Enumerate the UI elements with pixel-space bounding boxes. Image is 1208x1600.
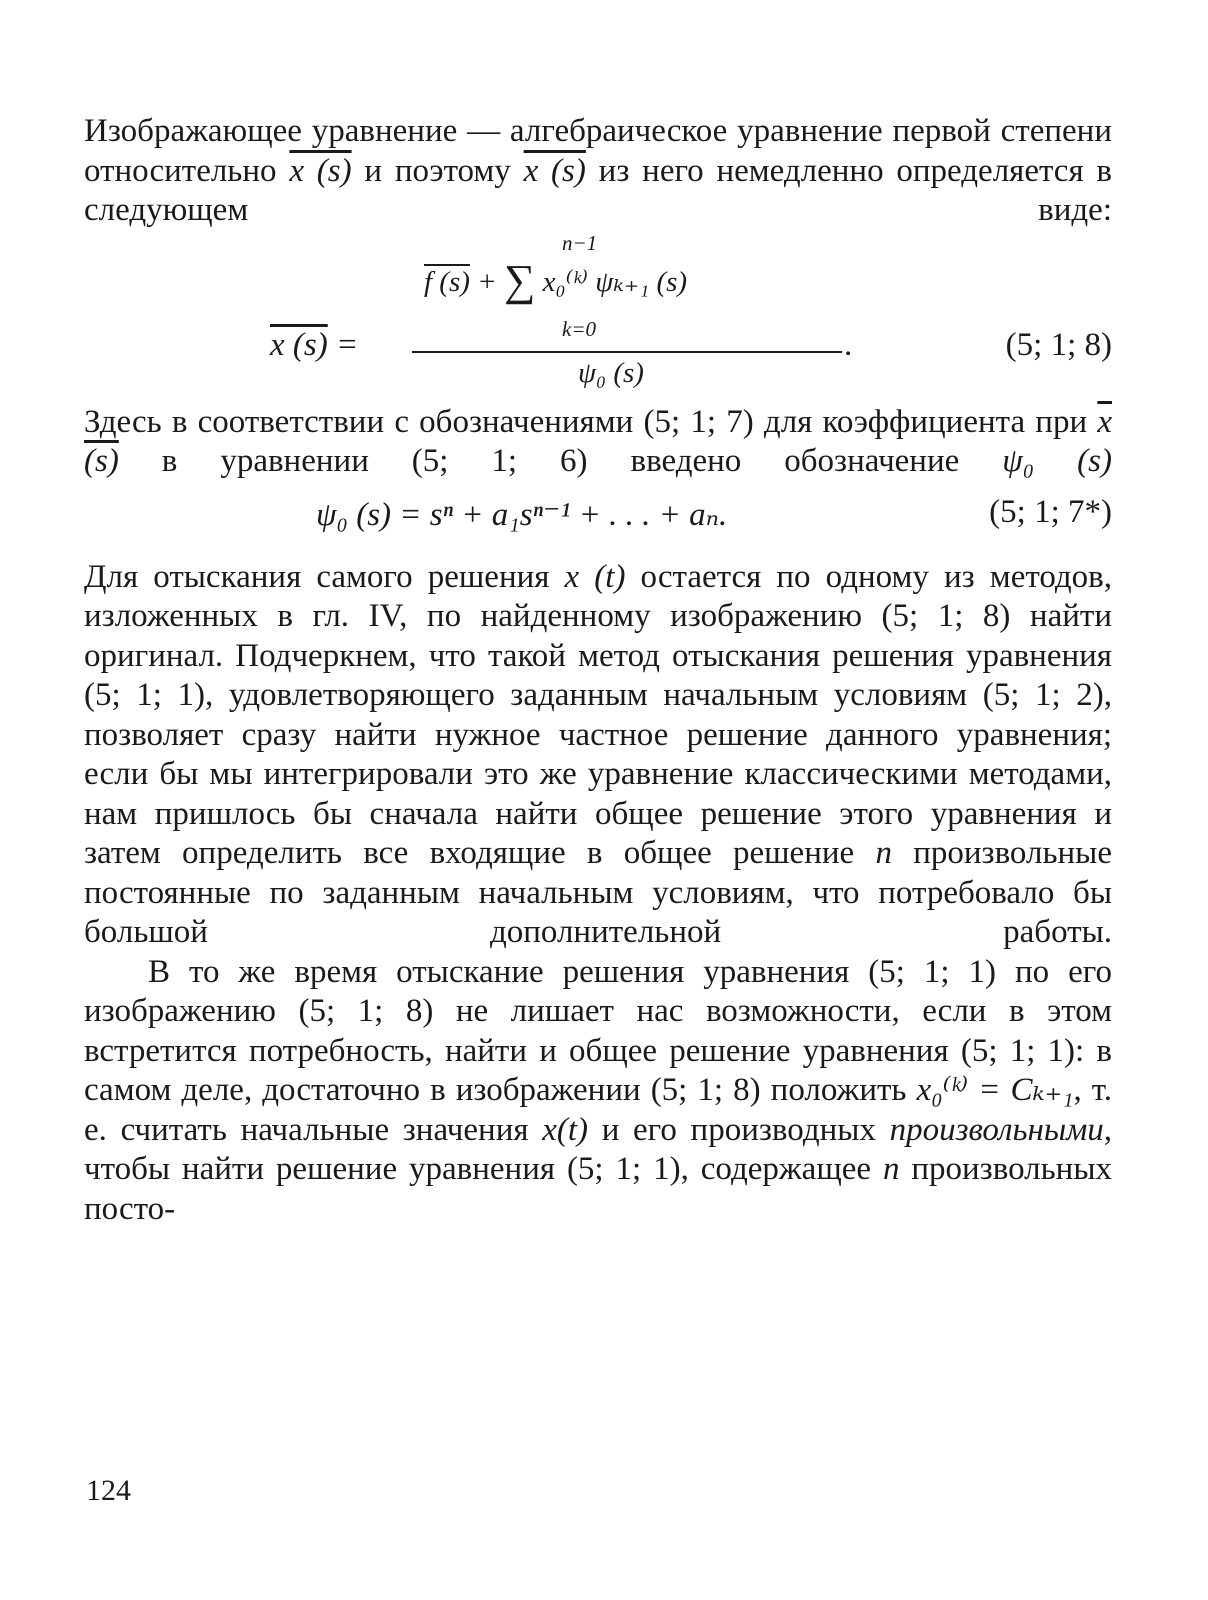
math-x0k-equals-c: x₀⁽ᵏ⁾ = Cₖ₊₁ [916, 1072, 1074, 1108]
math-f-of-s: f (s) [424, 265, 470, 298]
math-psi0-of-s: ψ₀ (s) [1002, 443, 1113, 479]
fraction-lhs: x (s) = [270, 326, 359, 363]
sum-lower-limit: k=0 [562, 316, 596, 341]
math-x-of-s-2: x (s) [523, 152, 586, 189]
fraction-numerator: f (s) + ∑ x₀⁽ᵏ⁾ ψₖ₊₁ (s) [424, 255, 688, 305]
math-x-of-s-lhs: x (s) [270, 326, 328, 363]
p2-text-a: Здесь в соответствии с обозначениями (5; 1; 7) для коэффициента при [84, 403, 1098, 440]
p3-text-c: произвольные постоянные по заданным начальным условиям, что потребовало бы большой дополнительной работы. [84, 835, 1112, 950]
p3-text-b: остается по одному из методов, изложенных в гл. IV, по найденному изображению (5; 1; 8) найти оригинал. Подчеркнем, что такой метод отыскания решения уравнения (5; 1; 1), удовлетворяющего заданным начальным условиям (5; 1; 2), позволяет сразу найти нужное частное решение данного уравнения; если бы мы интегрировали это же уравнение классическими методами, нам пришлось бы сначала найти общее решение этого уравнения и затем определить все входящие в общее решение [84, 558, 1112, 871]
paragraph-1 [84, 112, 1112, 231]
p4-text-f: произвольных посто- [84, 1151, 1112, 1227]
math-x-of-t-2: x(t) [542, 1111, 589, 1148]
paragraph-4 [84, 953, 1112, 1230]
math-x-of-s-3: x (s) [84, 403, 1112, 479]
math-x-of-t: x (t) [564, 558, 626, 595]
equation-number-7star: (5; 1; 7*) [989, 493, 1112, 530]
sum-upper-limit: n−1 [562, 230, 598, 255]
math-x-of-s: x (s) [289, 152, 352, 189]
fraction-denominator: ψ₀ (s) [578, 356, 644, 389]
p4-text-b: , т. е. считать начальные значения [84, 1072, 1112, 1148]
equation-7star-body: ψ₀ (s) = sⁿ + a₁sⁿ⁻¹ + . . . + aₙ. [316, 496, 728, 533]
page-number: 124 [86, 1474, 131, 1507]
p1-text-b: и поэтому [351, 152, 524, 189]
equation-period: . [844, 326, 853, 363]
math-n-2: n [882, 1151, 900, 1187]
page-body [84, 112, 1112, 1229]
paragraph-3 [84, 558, 1112, 953]
paragraph-2 [84, 403, 1112, 482]
p2-text-b: в уравнении (5; 1; 6) введено обозначение [118, 443, 1003, 479]
emphasis-arbitrary: произвольными [889, 1111, 1104, 1148]
fraction-bar [412, 351, 842, 353]
equation-5-1-8 [84, 231, 1112, 403]
p4-text-a: В то же время отыскание решения уравнения (5; 1; 1) по его изображению (5; 1; 8) не лишает нас возможности, если в этом встретится потребность, найти и общее решение уравнения (5; 1; 1): в самом деле, достаточно в изображении (5; 1; 8) положить [84, 953, 1112, 1108]
p1-text-c: из него немедленно определяется в следующем виде: [84, 152, 1113, 228]
numerator-term: x₀⁽ᵏ⁾ ψₖ₊₁ (s) [542, 265, 688, 298]
p4-text-e: , чтобы найти решение уравнения (5; 1; 1), содержащее [84, 1111, 1113, 1187]
p3-text-a: Для отыскания самого решения [84, 558, 565, 595]
math-n: n [875, 835, 892, 871]
sum-sign: ∑ [504, 255, 536, 305]
equation-5-1-7star [84, 494, 1112, 540]
p4-text-c: и его производных [588, 1111, 890, 1148]
p1-text-a: Изображающее уравнение — алгебраическое уравнение первой степени относительно [84, 113, 1112, 189]
equation-number-8: (5; 1; 8) [1005, 326, 1112, 363]
